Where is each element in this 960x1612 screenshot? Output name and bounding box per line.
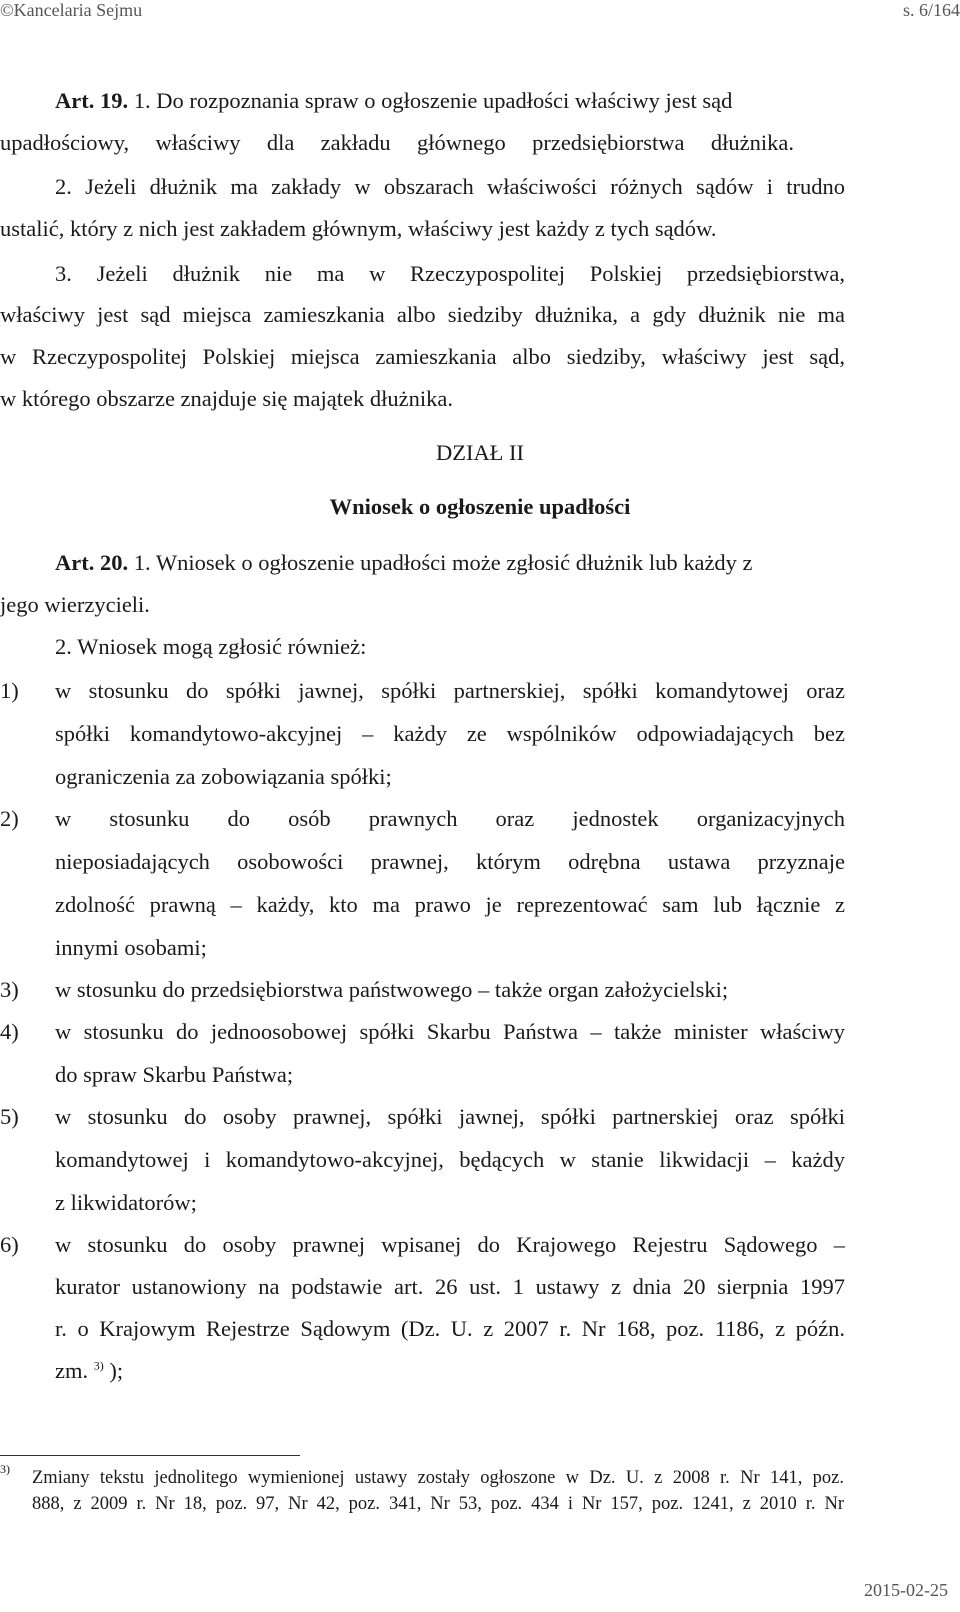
- art20-p2-line1: 2. Wniosek mogą zgłosić również:: [55, 634, 367, 659]
- item-6-line4-text: zm.: [55, 1358, 89, 1383]
- footnote-separator: [0, 1455, 300, 1456]
- footnote-reference[interactable]: 3): [93, 1358, 104, 1373]
- section-title: DZIAŁ II: [435, 440, 525, 465]
- footnote-mark-wrap: [0, 1461, 10, 1486]
- item-6-line4-tail: );: [109, 1358, 124, 1383]
- item-2-number: 2): [0, 806, 19, 831]
- footer-date: 2015-02-25: [864, 1580, 948, 1600]
- item-4-number: 4): [0, 1019, 19, 1044]
- art19-p1-line2: upadłościowy, właściwy dla zakładu głównego przedsiębiorstwa dłużnika.: [0, 130, 794, 155]
- item-6-line1: w stosunku do osoby prawnej wpisanej do Krajowego Rejestru Sądowego –: [55, 1232, 845, 1257]
- art19-label: Art. 19.: [55, 88, 129, 113]
- item-2-line3: zdolność prawną – każdy, kto ma prawo je reprezentować sam lub łącznie z: [55, 892, 845, 917]
- item-5-line2: komandytowej i komandytowo-akcyjnej, będących w stanie likwidacji – każdy: [55, 1147, 845, 1172]
- art20-p1-line1: [55, 550, 845, 576]
- item-6-line2: kurator ustanowiony na podstawie art. 26 ust. 1 ustawy z dnia 20 sierpnia 1997: [55, 1274, 845, 1299]
- art19-p2-line1: 2. Jeżeli dłużnik ma zakłady w obszarach właściwości różnych sądów i trudno: [55, 174, 845, 199]
- item-1-line3: ograniczenia za zobowiązania spółki;: [55, 764, 392, 789]
- art19-p3-line1: 3. Jeżeli dłużnik nie ma w Rzeczypospolitej Polskiej przedsiębiorstwa,: [55, 261, 845, 286]
- art20-p1-num: 1.: [133, 550, 151, 575]
- footnote-mark: 3): [0, 1461, 10, 1476]
- item-6-line3: r. o Krajowym Rejestrze Sądowym (Dz. U. z 2007 r. Nr 168, poz. 1186, z późn.: [55, 1316, 845, 1341]
- item-5-line1: w stosunku do osoby prawnej, spółki jawnej, spółki partnerskiej oraz spółki: [55, 1104, 845, 1129]
- footnote-line2: 888, z 2009 r. Nr 18, poz. 97, Nr 42, poz. 341, Nr 53, poz. 434 i Nr 157, poz. 1241, z 2010 r. Nr: [32, 1494, 844, 1514]
- item-5-line3: z likwidatorów;: [55, 1190, 197, 1215]
- item-4-line1: w stosunku do jednoosobowej spółki Skarbu Państwa – także minister właściwy: [55, 1019, 845, 1044]
- item-6-number: 6): [0, 1232, 19, 1257]
- item-2-line1: w stosunku do osób prawnych oraz jednostek organizacyjnych: [55, 806, 845, 831]
- item-1-line1: w stosunku do spółki jawnej, spółki partnerskiej, spółki komandytowej oraz: [55, 678, 845, 703]
- art19-p2-line2: ustalić, który z nich jest zakładem głównym, właściwy jest każdy z tych sądów.: [0, 216, 717, 241]
- item-2-line4: innymi osobami;: [55, 935, 207, 960]
- item-3-line1: w stosunku do przedsiębiorstwa państwowego – także organ założycielski;: [55, 977, 729, 1002]
- art20-label: Art. 20.: [55, 550, 129, 575]
- item-4-line2: do spraw Skarbu Państwa;: [55, 1062, 294, 1087]
- item-1-line2: spółki komandytowo-akcyjnej – każdy ze wspólników odpowiadających bez: [55, 721, 845, 746]
- item-3-number: 3): [0, 977, 19, 1002]
- item-2-line2: nieposiadających osobowości prawnej, którym odrębna ustawa przyznaje: [55, 849, 845, 874]
- page-number: s. 6/164: [902, 0, 960, 20]
- item-1-number: 1): [0, 678, 19, 703]
- art20-p1-text1: Wniosek o ogłoszenie upadłości może zgłosić dłużnik lub każdy z: [155, 550, 753, 575]
- art20-p1-line2: jego wierzycieli.: [0, 592, 150, 617]
- art19-p3-line2: właściwy jest sąd miejsca zamieszkania albo siedziby dłużnika, a gdy dłużnik nie ma: [0, 302, 845, 327]
- art19-p1-num: 1.: [133, 88, 151, 113]
- art19-p1-line1: [55, 88, 845, 114]
- section-subtitle: Wniosek o ogłoszenie upadłości: [329, 494, 631, 519]
- item-5-number: 5): [0, 1104, 19, 1129]
- footnote-line1: Zmiany tekstu jednolitego wymienionej ustawy zostały ogłoszone w Dz. U. z 2008 r. Nr 141, poz.: [32, 1468, 844, 1488]
- art19-p3-line4: w którego obszarze znajduje się majątek dłużnika.: [0, 386, 453, 411]
- art19-p1-text1: Do rozpoznania spraw o ogłoszenie upadłości właściwy jest sąd: [156, 88, 733, 113]
- art19-p3-line3: w Rzeczypospolitej Polskiej miejsca zamieszkania albo siedziby, właściwy jest sąd,: [0, 344, 845, 369]
- header-source: ©Kancelaria Sejmu: [0, 0, 143, 20]
- item-6-line4: [55, 1358, 123, 1384]
